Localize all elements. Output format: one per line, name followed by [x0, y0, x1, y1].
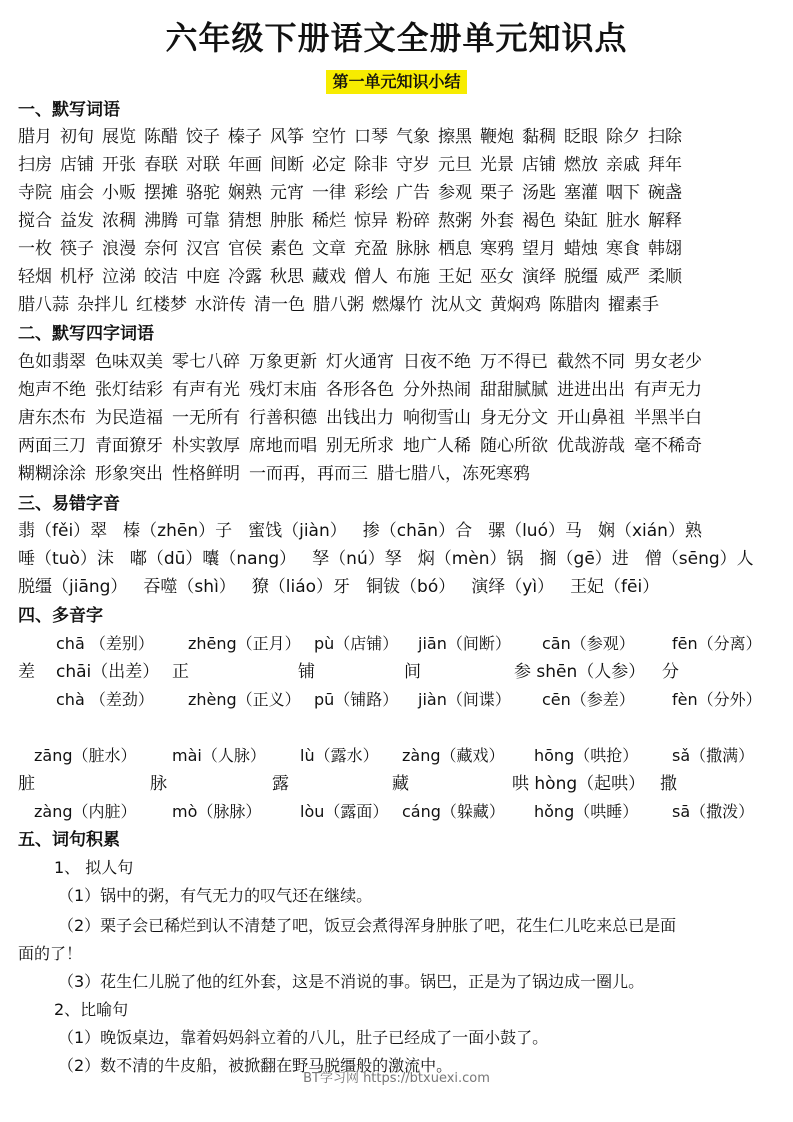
idiom-item: 地广人稀 [403, 436, 471, 456]
idiom-row [18, 349, 788, 375]
idiom-item: 响彻雪山 [403, 408, 471, 428]
idiom-item: 炮声不绝 [18, 380, 86, 400]
idiom-item: 残灯末庙 [249, 380, 317, 400]
word-item: 解释 [648, 211, 682, 231]
word-item: 除夕 [606, 127, 640, 147]
word-item: 栖息 [438, 239, 472, 259]
word-item: 鞭炮 [480, 127, 514, 147]
word-item: 望月 [522, 239, 556, 259]
word-item: 间断 [270, 155, 304, 175]
word-item: 巫女 [480, 267, 514, 287]
polyphone-char: chāi（出差） [56, 662, 160, 682]
word-item: 汤匙 [522, 183, 556, 203]
polyphone-reading: hǒng（哄睡） [534, 802, 639, 821]
polyphone-reading: cēn（参差） [542, 690, 635, 709]
sound-row [18, 546, 788, 572]
idiom-item: 腊七腊八，冻死寒鸦 [377, 464, 530, 484]
word-item: 益发 [60, 211, 94, 231]
polyphone-reading: zāng（脏水） [34, 746, 137, 765]
word-item: 一律 [312, 183, 346, 203]
word-item: 筷子 [60, 239, 94, 259]
idiom-item: 有声有光 [172, 380, 240, 400]
word-item: 浪漫 [102, 239, 136, 259]
sentence-5: （2）数不清的牛皮船，被掀翻在野马脱缰般的激流中。 [58, 1056, 453, 1075]
word-item: 充盈 [354, 239, 388, 259]
word-item: 元宵 [270, 183, 304, 203]
polyphone-reading: zhèng（正义） [188, 690, 301, 709]
sound-item: 翡（fěi）翠 [18, 521, 108, 541]
word-item: 光景 [480, 155, 514, 175]
word-item: 威严 [606, 267, 640, 287]
sound-item: 嘟（dū）囔（nang） [129, 549, 297, 569]
polyphone-reading: jiàn（间谍） [418, 690, 511, 709]
sound-item: 吞噬（shì） [143, 577, 236, 597]
word-item: 素色 [270, 239, 304, 259]
idiom-item: 糊糊涂涂 [18, 464, 86, 484]
word-item: 碗盏 [648, 183, 682, 203]
section-heading-sounds: 三、易错字音 [18, 494, 120, 514]
word-item: 轻烟 [18, 267, 52, 287]
word-item: 气象 [396, 127, 430, 147]
polyphone-char: 正 [172, 662, 189, 682]
word-item: 陈腊肉 [549, 295, 600, 315]
word-item: 蜡烛 [564, 239, 598, 259]
word-item: 彩绘 [354, 183, 388, 203]
word-item: 店铺 [60, 155, 94, 175]
word-item: 黏稠 [522, 127, 556, 147]
word-item: 冷露 [228, 267, 262, 287]
idiom-item: 进进出出 [557, 380, 625, 400]
idiom-item: 优哉游哉 [557, 436, 625, 456]
idiom-item: 一无所有 [172, 408, 240, 428]
idiom-item: 万不得已 [480, 352, 548, 372]
word-item: 寒鸦 [480, 239, 514, 259]
sound-item: 演绎（yì） [471, 577, 555, 597]
polyphone-reading: lòu（露面） [300, 802, 389, 821]
word-row [18, 124, 788, 150]
word-item: 皎洁 [144, 267, 178, 287]
word-item: 腊月 [18, 127, 52, 147]
word-item: 褐色 [522, 211, 556, 231]
word-item: 燃放 [564, 155, 598, 175]
polyphone-char: 露 [272, 774, 289, 794]
polyphone-char: 铺 [298, 662, 315, 682]
sound-item: 搁（gē）进 [539, 549, 629, 569]
word-item: 拜年 [648, 155, 682, 175]
word-item: 布施 [396, 267, 430, 287]
idiom-item: 日夜不绝 [403, 352, 471, 372]
word-item: 脉脉 [396, 239, 430, 259]
word-item: 沸腾 [144, 211, 178, 231]
word-item: 扫除 [648, 127, 682, 147]
word-item: 脏水 [606, 211, 640, 231]
word-row [18, 236, 788, 262]
word-item: 年画 [228, 155, 262, 175]
word-item: 寒食 [606, 239, 640, 259]
word-item: 亲戚 [606, 155, 640, 175]
idiom-item: 青面獠牙 [95, 436, 163, 456]
word-item: 摆摊 [144, 183, 178, 203]
idiom-item: 色如翡翠 [18, 352, 86, 372]
word-row [18, 152, 788, 178]
word-item: 燃爆竹 [372, 295, 423, 315]
sentence-2-cont: 面的了！ [18, 944, 83, 963]
page-title: 六年级下册语文全册单元知识点 [165, 19, 628, 57]
sentence-2: （2）栗子会已稀烂到认不清楚了吧，饭豆会煮得浑身肿胀了吧，花生仁儿吃来总已是面 [58, 916, 677, 935]
word-item: 杂拌儿 [77, 295, 128, 315]
word-item: 除非 [354, 155, 388, 175]
word-row [18, 264, 788, 290]
idiom-item: 行善积德 [249, 408, 317, 428]
word-row [18, 208, 788, 234]
word-item: 稀烂 [312, 211, 346, 231]
polyphone-char: 哄 hòng（起哄） [512, 774, 646, 794]
word-item: 腊八蒜 [18, 295, 69, 315]
word-item: 娴熟 [228, 183, 262, 203]
word-item: 惊异 [354, 211, 388, 231]
word-item: 秋思 [270, 267, 304, 287]
polyphone-reading: sǎ（撒满） [672, 746, 755, 765]
word-item: 染缸 [564, 211, 598, 231]
word-item: 必定 [312, 155, 346, 175]
polyphone-reading: mò（脉脉） [172, 802, 262, 821]
section-heading-accumulation: 五、词句积累 [18, 830, 120, 850]
word-item: 藏戏 [312, 267, 346, 287]
idiom-item: 开山鼻祖 [557, 408, 625, 428]
word-item: 粉碎 [396, 211, 430, 231]
sound-item: 焖（mèn）锅 [417, 549, 524, 569]
idiom-item: 唐东杰布 [18, 408, 86, 428]
word-item: 官侯 [228, 239, 262, 259]
word-item: 一枚 [18, 239, 52, 259]
idiom-item: 男女老少 [634, 352, 702, 372]
word-item: 擢素手 [608, 295, 659, 315]
sound-item: 蜜饯（jiàn） [248, 521, 347, 541]
idiom-item: 分外热闹 [403, 380, 471, 400]
polyphone-reading: fēn（分离） [672, 634, 762, 653]
word-item: 柔顺 [648, 267, 682, 287]
word-item: 眨眼 [564, 127, 598, 147]
idiom-item: 万象更新 [249, 352, 317, 372]
polyphone-reading: jiān（间断） [418, 634, 511, 653]
sound-item: 掺（chān）合 [362, 521, 473, 541]
word-item: 栗子 [480, 183, 514, 203]
idiom-item: 毫不稀奇 [634, 436, 702, 456]
sound-item: 獠（liáo）牙 [251, 577, 351, 597]
watermark: BT学习网 https://btxuexi.com [303, 1071, 490, 1086]
word-item: 汉宫 [186, 239, 220, 259]
word-item: 沈从文 [431, 295, 482, 315]
word-item: 广告 [396, 183, 430, 203]
word-row [18, 292, 788, 318]
word-item: 塞灌 [564, 183, 598, 203]
idiom-item: 身无分文 [480, 408, 548, 428]
word-item: 元旦 [438, 155, 472, 175]
idiom-item: 色味双美 [95, 352, 163, 372]
idiom-item: 半黑半白 [634, 408, 702, 428]
word-item: 饺子 [186, 127, 220, 147]
word-item: 扫房 [18, 155, 52, 175]
word-item: 可靠 [186, 211, 220, 231]
idiom-row [18, 405, 788, 431]
sound-row [18, 518, 788, 544]
polyphone-reading: zàng（藏戏） [402, 746, 505, 765]
word-item: 红楼梦 [136, 295, 187, 315]
sound-item: 脱缰（jiāng） [18, 577, 128, 597]
polyphone-reading: pū（铺路） [314, 690, 399, 709]
sound-item: 榛（zhēn）子 [123, 521, 233, 541]
sentence-4: （1）晚饭桌边，靠着妈妈斜立着的八儿，肚子已经成了一面小鼓了。 [58, 1028, 549, 1047]
polyphone-char: 撒 [660, 774, 677, 794]
word-item: 风筝 [270, 127, 304, 147]
word-item: 机杼 [60, 267, 94, 287]
polyphone-reading: sā（撒泼） [672, 802, 755, 821]
word-item: 浓稠 [102, 211, 136, 231]
idiom-item: 张灯结彩 [95, 380, 163, 400]
word-item: 庙会 [60, 183, 94, 203]
word-item: 空竹 [312, 127, 346, 147]
idiom-item: 别无所求 [326, 436, 394, 456]
word-item: 小贩 [102, 183, 136, 203]
word-item: 猜想 [228, 211, 262, 231]
polyphone-char: 间 [404, 662, 421, 682]
idiom-item: 为民造福 [95, 408, 163, 428]
idiom-item: 随心所欲 [480, 436, 548, 456]
idiom-item: 截然不同 [557, 352, 625, 372]
sentence-1: （1）锅中的粥，有气无力的叹气还在继续。 [58, 886, 373, 905]
sub-heading-metaphor: 2、比喻句 [54, 1000, 129, 1019]
word-item: 腊八粥 [313, 295, 364, 315]
polyphone-reading: zàng（内脏） [34, 802, 137, 821]
word-item: 泣涕 [102, 267, 136, 287]
idiom-row [18, 377, 788, 403]
idiom-item: 形象突出 [95, 464, 163, 484]
word-item: 肿胀 [270, 211, 304, 231]
word-item: 中庭 [186, 267, 220, 287]
idiom-item: 出钱出力 [326, 408, 394, 428]
idiom-item: 席地而唱 [249, 436, 317, 456]
idiom-row [18, 433, 788, 459]
idiom-item: 灯火通宵 [326, 352, 394, 372]
idiom-item: 各形各色 [326, 380, 394, 400]
polyphone-reading: chā （差别） [56, 634, 154, 653]
polyphone-char: 参 shēn（人参） [514, 662, 646, 682]
polyphone-char: 差 [18, 662, 35, 682]
idiom-row [18, 461, 788, 487]
sound-row [18, 574, 788, 600]
word-item: 奈何 [144, 239, 178, 259]
polyphone-reading: cáng（躲藏） [402, 802, 505, 821]
idiom-item: 两面三刀 [18, 436, 86, 456]
word-item: 寺院 [18, 183, 52, 203]
word-item: 擦黑 [438, 127, 472, 147]
section-heading-words: 一、默写词语 [18, 100, 120, 120]
sound-item: 孥（nú）孥 [312, 549, 402, 569]
sound-item: 娴（xián）熟 [597, 521, 702, 541]
polyphone-reading: mài（人脉） [172, 746, 266, 765]
word-item: 水浒传 [195, 295, 246, 315]
word-item: 春联 [144, 155, 178, 175]
sentence-3: （3）花生仁儿脱了他的红外套，这是不消说的事。锅巴，正是为了锅边成一圈儿。 [58, 972, 645, 991]
idiom-item: 性格鲜明 [172, 464, 240, 484]
word-item: 守岁 [396, 155, 430, 175]
polyphone-reading: cān（参观） [542, 634, 635, 653]
idiom-item: 朴实敦厚 [172, 436, 240, 456]
word-item: 陈醋 [144, 127, 178, 147]
word-item: 僧人 [354, 267, 388, 287]
polyphone-reading: lù（露水） [300, 746, 379, 765]
word-item: 熬粥 [438, 211, 472, 231]
sound-item: 唾（tuò）沫 [18, 549, 114, 569]
polyphone-reading: chà （差劲） [56, 690, 154, 709]
sound-item: 铜钹（bó） [366, 577, 456, 597]
sound-item: 僧（sēng）人 [644, 549, 754, 569]
sound-item: 骡（luó）马 [488, 521, 582, 541]
idiom-item: 甜甜腻腻 [480, 380, 548, 400]
polyphone-char: 脏 [18, 774, 35, 794]
polyphone-reading: fèn（分外） [672, 690, 762, 709]
word-item: 对联 [186, 155, 220, 175]
word-item: 脱缰 [564, 267, 598, 287]
idiom-item: 一而再，再而三 [249, 464, 368, 484]
word-item: 文章 [312, 239, 346, 259]
section-heading-idioms: 二、默写四字词语 [18, 324, 154, 344]
unit-subtitle: 第一单元知识小结 [326, 70, 466, 94]
polyphone-char: 藏 [392, 774, 409, 794]
section-heading-polyphones: 四、多音字 [18, 606, 103, 626]
word-item: 清一色 [254, 295, 305, 315]
idiom-item: 零七八碎 [172, 352, 240, 372]
word-item: 韩翃 [648, 239, 682, 259]
word-item: 开张 [102, 155, 136, 175]
word-item: 外套 [480, 211, 514, 231]
word-item: 展览 [102, 127, 136, 147]
word-item: 黄焖鸡 [490, 295, 541, 315]
polyphone-reading: pù（店铺） [314, 634, 399, 653]
word-item: 王妃 [438, 267, 472, 287]
word-row [18, 180, 788, 206]
sub-heading-personification: 1、 拟人句 [54, 858, 134, 877]
word-item: 口琴 [354, 127, 388, 147]
word-item: 参观 [438, 183, 472, 203]
sound-item: 王妃（fēi） [570, 577, 660, 597]
word-item: 搅合 [18, 211, 52, 231]
polyphone-char: 分 [662, 662, 679, 682]
polyphone-char: 脉 [150, 774, 167, 794]
word-item: 榛子 [228, 127, 262, 147]
word-item: 骆驼 [186, 183, 220, 203]
word-item: 初旬 [60, 127, 94, 147]
idiom-item: 有声无力 [634, 380, 702, 400]
word-item: 店铺 [522, 155, 556, 175]
word-item: 演绎 [522, 267, 556, 287]
polyphone-reading: zhēng（正月） [188, 634, 301, 653]
word-item: 咽下 [606, 183, 640, 203]
polyphone-reading: hōng（哄抢） [534, 746, 639, 765]
